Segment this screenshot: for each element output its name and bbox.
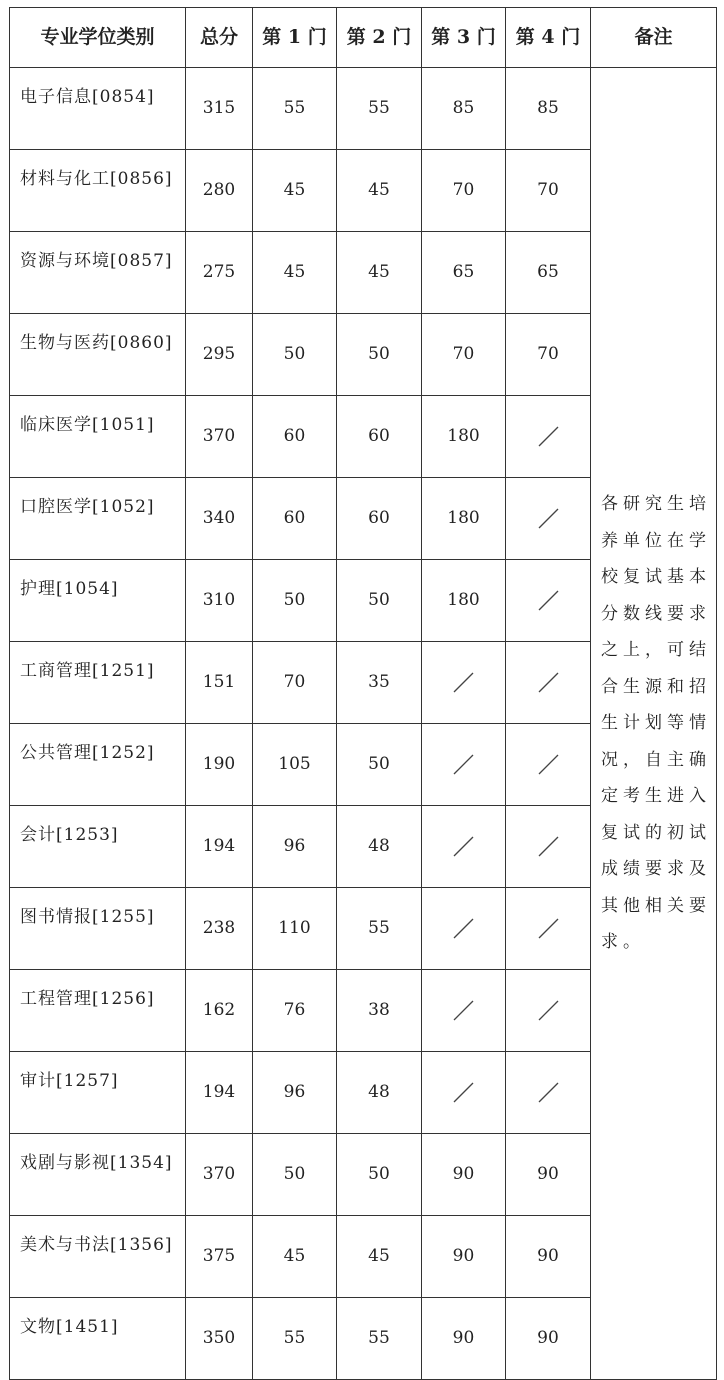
subject-1-cell: 50 (253, 560, 337, 642)
subject-1-cell: 45 (253, 232, 337, 314)
not-applicable-cell (506, 642, 591, 724)
slash-mark (453, 1082, 474, 1103)
not-applicable-cell (422, 724, 506, 806)
total-cell: 190 (186, 724, 253, 806)
not-applicable-cell (506, 560, 591, 642)
not-applicable-cell (422, 970, 506, 1052)
header-subject-3: 第 3 门 (422, 8, 506, 68)
total-cell: 194 (186, 1052, 253, 1134)
degree-category-cell: 文物[1451] (10, 1298, 186, 1380)
header-subject-4: 第 4 门 (506, 8, 591, 68)
slash-mark (453, 918, 474, 939)
subject-3-cell: 65 (422, 232, 506, 314)
subject-1-cell: 105 (253, 724, 337, 806)
subject-3-cell: 90 (422, 1216, 506, 1298)
header-subject-2: 第 2 门 (337, 8, 422, 68)
degree-category-cell: 工程管理[1256] (10, 970, 186, 1052)
total-cell: 275 (186, 232, 253, 314)
total-cell: 340 (186, 478, 253, 560)
subject-2-cell: 45 (337, 1216, 422, 1298)
subject-3-cell: 180 (422, 478, 506, 560)
degree-category-cell: 美术与书法[1356] (10, 1216, 186, 1298)
subject-2-cell: 38 (337, 970, 422, 1052)
total-cell: 238 (186, 888, 253, 970)
degree-category-cell: 会计[1253] (10, 806, 186, 888)
total-cell: 315 (186, 68, 253, 150)
subject-4-cell: 70 (506, 314, 591, 396)
subject-1-cell: 110 (253, 888, 337, 970)
subject-1-cell: 55 (253, 1298, 337, 1380)
degree-category-cell: 临床医学[1051] (10, 396, 186, 478)
subject-1-cell: 50 (253, 314, 337, 396)
not-applicable-cell (506, 806, 591, 888)
subject-2-cell: 50 (337, 1134, 422, 1216)
not-applicable-cell (422, 888, 506, 970)
degree-category-cell: 图书情报[1255] (10, 888, 186, 970)
subject-3-cell: 180 (422, 396, 506, 478)
subject-4-cell: 70 (506, 150, 591, 232)
not-applicable-cell (422, 1052, 506, 1134)
subject-2-cell: 45 (337, 232, 422, 314)
remark-cell: 各研究生培养单位在学校复试基本分数线要求之上，可结合生源和招生计划等情况，自主确定考生进入复试的初试成绩要求及其他相关要求。 (591, 68, 717, 1380)
subject-3-cell: 90 (422, 1134, 506, 1216)
slash-mark (538, 1082, 559, 1103)
total-cell: 280 (186, 150, 253, 232)
degree-category-cell: 戏剧与影视[1354] (10, 1134, 186, 1216)
table-header (10, 8, 717, 68)
total-cell: 310 (186, 560, 253, 642)
total-cell: 295 (186, 314, 253, 396)
subject-2-cell: 60 (337, 478, 422, 560)
not-applicable-cell (506, 1052, 591, 1134)
table-row (10, 68, 717, 150)
subject-2-cell: 55 (337, 888, 422, 970)
subject-1-cell: 60 (253, 396, 337, 478)
slash-mark (453, 836, 474, 857)
subject-2-cell: 50 (337, 560, 422, 642)
subject-4-cell: 90 (506, 1134, 591, 1216)
slash-mark (538, 754, 559, 775)
subject-2-cell: 48 (337, 806, 422, 888)
header-remark: 备注 (591, 8, 717, 68)
total-cell: 375 (186, 1216, 253, 1298)
subject-3-cell: 85 (422, 68, 506, 150)
subject-1-cell: 70 (253, 642, 337, 724)
subject-2-cell: 50 (337, 314, 422, 396)
subject-1-cell: 60 (253, 478, 337, 560)
slash-mark (538, 426, 559, 447)
degree-category-cell: 审计[1257] (10, 1052, 186, 1134)
total-cell: 162 (186, 970, 253, 1052)
degree-category-cell: 电子信息[0854] (10, 68, 186, 150)
subject-4-cell: 65 (506, 232, 591, 314)
subject-2-cell: 35 (337, 642, 422, 724)
not-applicable-cell (422, 642, 506, 724)
subject-1-cell: 96 (253, 806, 337, 888)
not-applicable-cell (422, 806, 506, 888)
not-applicable-cell (506, 970, 591, 1052)
table-body (10, 68, 717, 1380)
slash-mark (538, 1000, 559, 1021)
score-table (9, 7, 717, 1380)
degree-category-cell: 工商管理[1251] (10, 642, 186, 724)
slash-mark (538, 590, 559, 611)
not-applicable-cell (506, 478, 591, 560)
subject-2-cell: 60 (337, 396, 422, 478)
subject-4-cell: 85 (506, 68, 591, 150)
total-cell: 370 (186, 396, 253, 478)
header-total: 总分 (186, 8, 253, 68)
subject-3-cell: 90 (422, 1298, 506, 1380)
header-degree-category: 专业学位类别 (10, 8, 186, 68)
not-applicable-cell (506, 396, 591, 478)
degree-category-cell: 材料与化工[0856] (10, 150, 186, 232)
subject-2-cell: 55 (337, 68, 422, 150)
degree-category-cell: 公共管理[1252] (10, 724, 186, 806)
total-cell: 194 (186, 806, 253, 888)
subject-2-cell: 48 (337, 1052, 422, 1134)
slash-mark (538, 836, 559, 857)
slash-mark (453, 1000, 474, 1021)
subject-3-cell: 70 (422, 150, 506, 232)
subject-1-cell: 55 (253, 68, 337, 150)
subject-1-cell: 45 (253, 1216, 337, 1298)
degree-category-cell: 生物与医药[0860] (10, 314, 186, 396)
header-row (10, 8, 717, 68)
subject-4-cell: 90 (506, 1298, 591, 1380)
subject-2-cell: 55 (337, 1298, 422, 1380)
total-cell: 151 (186, 642, 253, 724)
subject-4-cell: 90 (506, 1216, 591, 1298)
subject-1-cell: 76 (253, 970, 337, 1052)
subject-3-cell: 70 (422, 314, 506, 396)
degree-category-cell: 口腔医学[1052] (10, 478, 186, 560)
subject-2-cell: 45 (337, 150, 422, 232)
slash-mark (453, 672, 474, 693)
slash-mark (538, 918, 559, 939)
degree-category-cell: 资源与环境[0857] (10, 232, 186, 314)
not-applicable-cell (506, 724, 591, 806)
subject-1-cell: 96 (253, 1052, 337, 1134)
subject-2-cell: 50 (337, 724, 422, 806)
subject-3-cell: 180 (422, 560, 506, 642)
header-subject-1: 第 1 门 (253, 8, 337, 68)
degree-category-cell: 护理[1054] (10, 560, 186, 642)
subject-1-cell: 45 (253, 150, 337, 232)
total-cell: 370 (186, 1134, 253, 1216)
not-applicable-cell (506, 888, 591, 970)
slash-mark (538, 508, 559, 529)
subject-1-cell: 50 (253, 1134, 337, 1216)
total-cell: 350 (186, 1298, 253, 1380)
slash-mark (453, 754, 474, 775)
slash-mark (538, 672, 559, 693)
